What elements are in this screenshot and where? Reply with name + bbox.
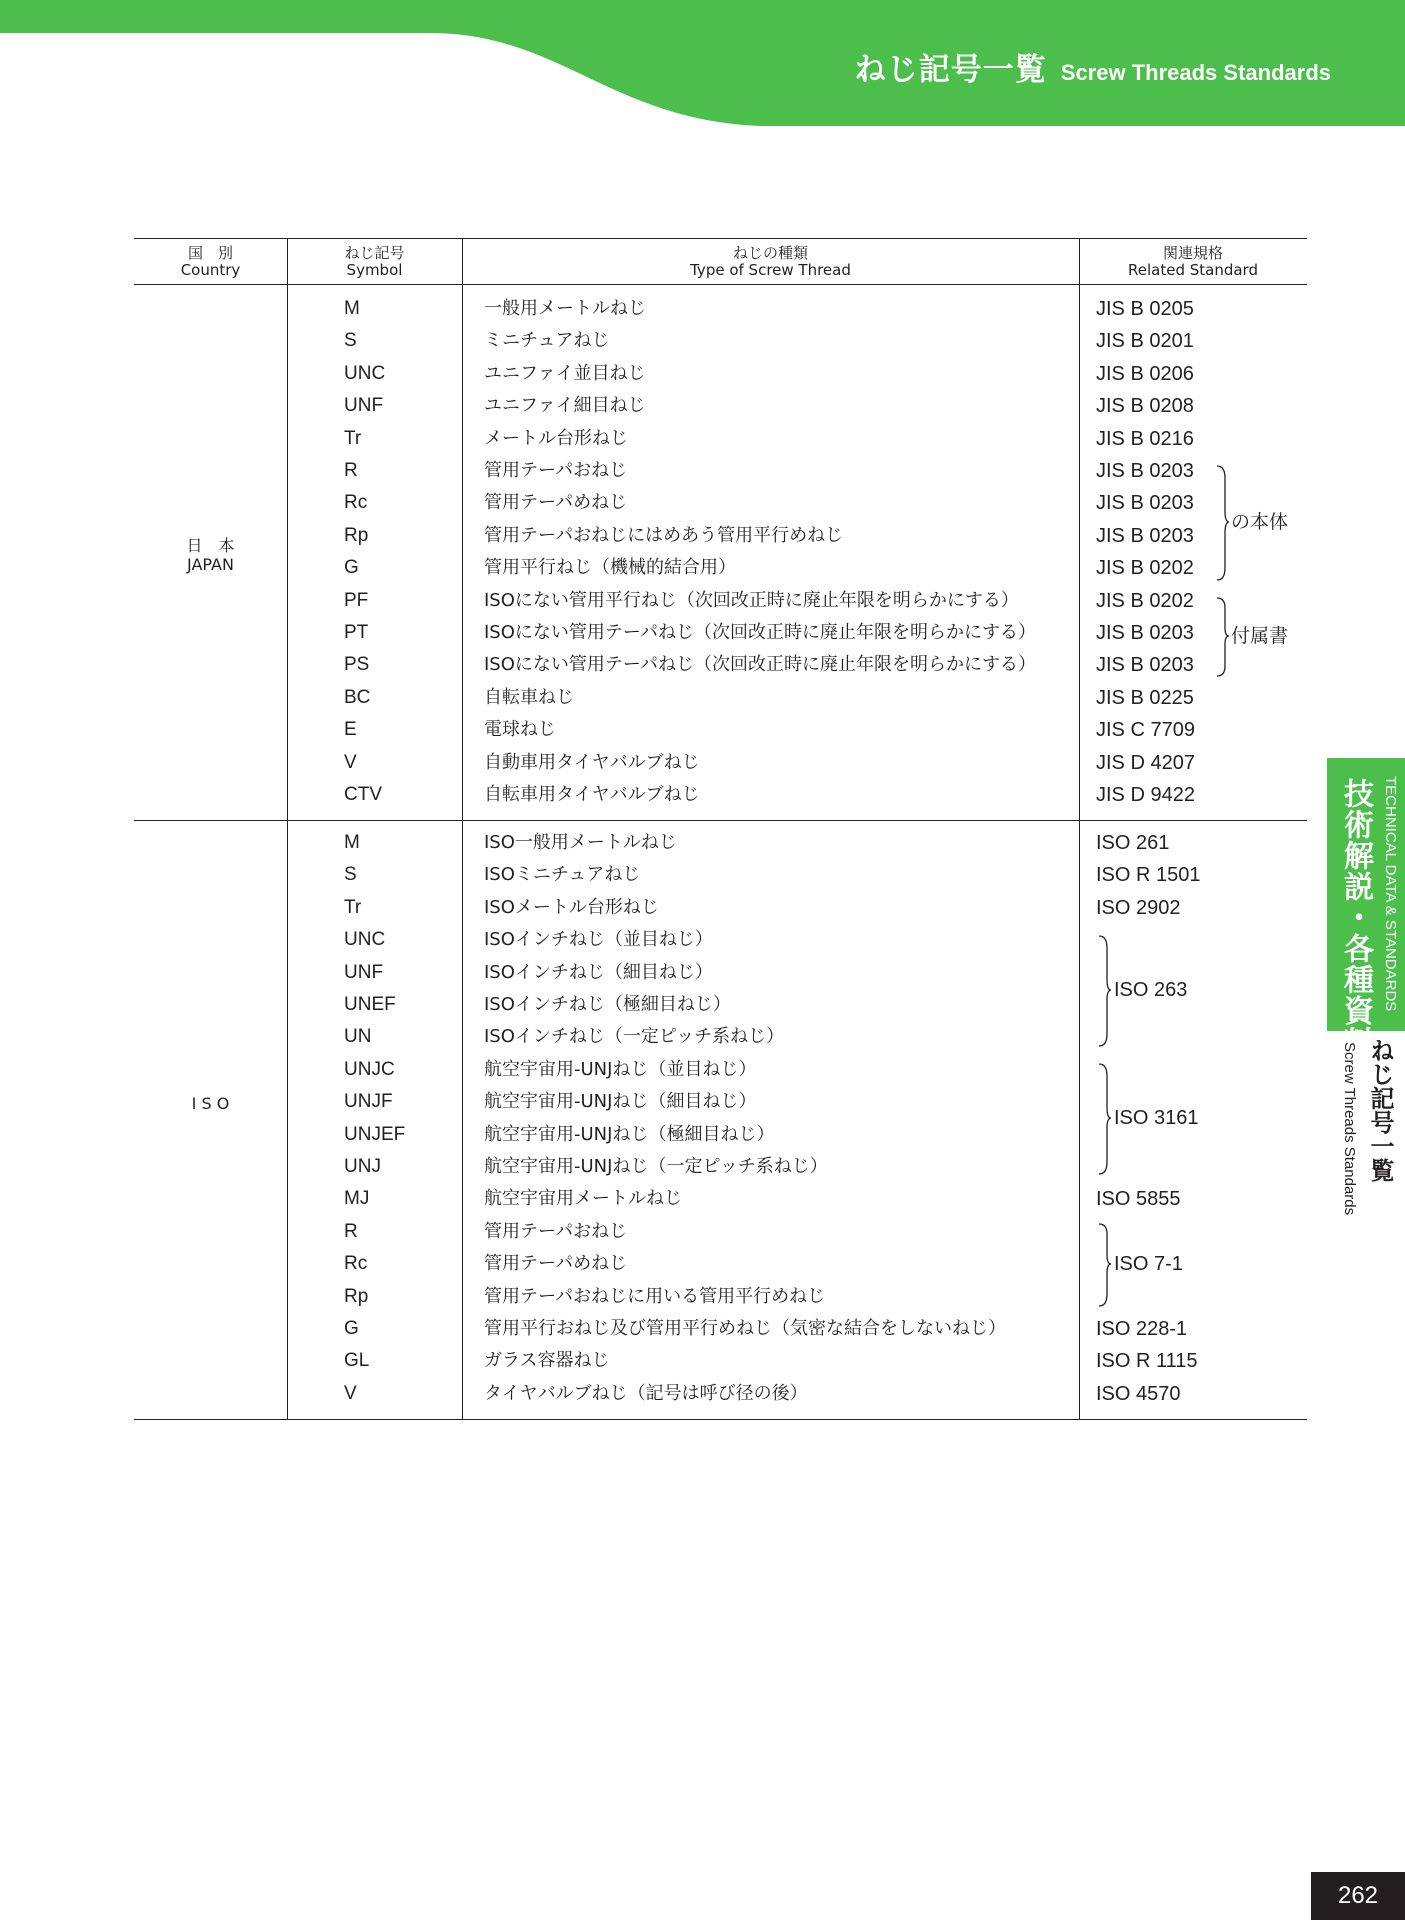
table-row — [134, 1216, 1307, 1248]
type-cell: ISO一般用メートルねじ — [484, 832, 677, 853]
standard-cell: JIS B 0202 — [1096, 589, 1194, 612]
symbol-cell: R — [344, 1220, 358, 1242]
standard-cell: JIS B 0205 — [1096, 298, 1194, 320]
note-iso-263: ISO 263 — [1114, 979, 1188, 1001]
type-cell: 航空宇宙用-UNJねじ（極細目ねじ） — [484, 1123, 775, 1145]
table-row — [134, 1021, 1307, 1053]
symbol-cell: UNC — [344, 362, 386, 384]
country-iso: I S O — [191, 1094, 230, 1113]
standard-cell: JIS B 0206 — [1096, 362, 1194, 385]
standard-cell: JIS B 0202 — [1096, 557, 1194, 580]
table-row — [134, 520, 1307, 552]
type-cell: 電球ねじ — [484, 719, 556, 741]
standard-cell: JIS B 0225 — [1096, 686, 1194, 709]
country-japan-jp: 日 本 — [186, 536, 235, 555]
type-cell: 管用テーパおねじ — [484, 460, 628, 481]
symbol-cell: UNJEF — [344, 1123, 406, 1145]
page-title-en: Screw Threads Standards — [1060, 60, 1331, 85]
table-row — [134, 747, 1307, 779]
symbol-cell: MJ — [344, 1188, 370, 1210]
table-row — [134, 293, 1307, 325]
symbol-cell: S — [344, 330, 357, 352]
standard-cell: JIS D 4207 — [1096, 751, 1195, 774]
standard-cell: JIS B 0208 — [1096, 395, 1194, 418]
table-row — [134, 585, 1307, 617]
type-cell: ISOにない管用テーパねじ（次回改正時に廃止年限を明らかにする） — [484, 654, 1036, 676]
standard-cell: JIS B 0203 — [1096, 524, 1194, 547]
type-cell: 管用テーパめねじ — [484, 1253, 628, 1275]
header-standard: 関連規格 Related Standard — [1128, 244, 1258, 279]
symbol-cell: M — [344, 832, 360, 853]
symbol-cell: GL — [344, 1350, 370, 1372]
country-japan-en: JAPAN — [187, 555, 234, 574]
header-country: 国 別 Country — [180, 244, 241, 279]
type-cell: 航空宇宙用メートルねじ — [484, 1188, 682, 1210]
brace-iso-7-1 — [1098, 1222, 1112, 1308]
side-tab-jp: 技術解説・各種資料 — [1338, 778, 1373, 1057]
type-cell: 航空宇宙用-UNJねじ（並目ねじ） — [484, 1058, 757, 1080]
type-cell: ユニファイ細目ねじ — [484, 395, 646, 417]
page-number: 262 — [1311, 1872, 1405, 1920]
symbol-cell: UNJF — [344, 1091, 393, 1113]
standard-cell: ISO R 1501 — [1096, 864, 1201, 887]
standard-cell: JIS B 0203 — [1096, 460, 1194, 482]
standard-cell: JIS D 9422 — [1096, 784, 1195, 806]
symbol-cell: S — [344, 864, 357, 886]
standard-cell: JIS B 0203 — [1096, 622, 1194, 644]
table-row — [134, 1313, 1307, 1345]
symbol-cell: UN — [344, 1026, 372, 1048]
symbol-cell: E — [344, 719, 357, 741]
type-cell: 自転車用タイヤバルブねじ — [484, 784, 700, 805]
symbol-cell: UNJ — [344, 1156, 381, 1177]
type-cell: 自動車用タイヤバルブねじ — [484, 751, 700, 773]
type-cell: 管用テーパおねじに用いる管用平行めねじ — [484, 1285, 826, 1307]
note-jp-main: の本体 — [1231, 511, 1289, 533]
symbol-cell: UNF — [344, 961, 384, 983]
symbol-cell: V — [344, 751, 357, 773]
symbol-cell: BC — [344, 686, 371, 708]
type-cell: 管用平行おねじ及び管用平行めねじ（気密な結合をしないねじ） — [484, 1318, 1006, 1339]
type-cell: ISOミニチュアねじ — [484, 864, 641, 886]
type-cell: 自転車ねじ — [484, 686, 574, 708]
standard-cell: JIS B 0203 — [1096, 654, 1194, 677]
table-row — [134, 827, 1307, 859]
type-cell: メートル台形ねじ — [484, 427, 628, 449]
symbol-cell: G — [344, 557, 359, 579]
side-tab-en: TECHNICAL DATA & STANDARDS — [1382, 776, 1399, 1012]
type-cell: 一般用メートルねじ — [484, 298, 646, 319]
table-row — [134, 714, 1307, 746]
symbol-cell: Tr — [344, 427, 362, 449]
standard-cell: JIS C 7709 — [1096, 719, 1195, 742]
table-row — [134, 358, 1307, 390]
header-type: ねじの種類 Type of Screw Thread — [690, 244, 851, 279]
type-cell: ISOにない管用テーパねじ（次回改正時に廃止年限を明らかにする） — [484, 622, 1036, 643]
note-jp-appendix: 付属書 — [1231, 625, 1289, 647]
table-row — [134, 617, 1307, 649]
symbol-cell: UNF — [344, 395, 384, 417]
symbol-cell: Rc — [344, 1253, 368, 1275]
type-cell: 管用テーパおねじ — [484, 1220, 628, 1242]
standard-cell: ISO 4570 — [1096, 1382, 1181, 1405]
standard-cell: ISO 2902 — [1096, 896, 1181, 919]
type-cell: ミニチュアねじ — [484, 330, 610, 352]
page-title-jp: ねじ記号一覧 — [854, 52, 1047, 88]
page-title — [854, 44, 1331, 88]
table-row — [134, 1281, 1307, 1313]
symbol-cell: V — [344, 1382, 357, 1404]
symbol-cell: UNEF — [344, 994, 396, 1015]
table-row — [134, 455, 1307, 487]
brace-iso-263 — [1098, 934, 1112, 1048]
side-tab-technical-data[interactable] — [1327, 758, 1405, 1057]
table-row — [134, 1054, 1307, 1086]
table-row — [134, 859, 1307, 891]
symbol-cell: Rp — [344, 524, 369, 546]
symbol-cell: CTV — [344, 784, 382, 805]
symbol-cell: PT — [344, 622, 369, 643]
table-row — [134, 1345, 1307, 1377]
standard-cell: JIS B 0201 — [1096, 330, 1194, 353]
table-row — [134, 325, 1307, 357]
type-cell: ISOインチねじ（一定ピッチ系ねじ） — [484, 1026, 785, 1048]
brace-jp-main — [1216, 464, 1230, 582]
side-subtitle-jp: ねじ記号一覧 — [1366, 1038, 1394, 1182]
table-row — [134, 390, 1307, 422]
type-cell: タイヤバルブねじ（記号は呼び径の後） — [484, 1382, 808, 1404]
symbol-cell: G — [344, 1318, 359, 1339]
side-subtitle-en: Screw Threads Standards — [1341, 1042, 1358, 1216]
symbol-cell: M — [344, 298, 360, 319]
brace-iso-3161 — [1098, 1062, 1112, 1176]
symbol-cell: PS — [344, 654, 370, 676]
note-iso-7-1: ISO 7-1 — [1114, 1253, 1183, 1275]
table-row — [134, 892, 1307, 924]
symbol-cell: Rc — [344, 492, 368, 514]
note-iso-3161: ISO 3161 — [1114, 1107, 1199, 1129]
standard-cell: ISO 261 — [1096, 832, 1170, 854]
table-row — [134, 649, 1307, 681]
type-cell: 管用テーパめねじ — [484, 492, 628, 514]
standard-cell: ISO 228-1 — [1096, 1318, 1188, 1340]
table-row — [134, 1378, 1307, 1410]
type-cell: 航空宇宙用-UNJねじ（一定ピッチ系ねじ） — [484, 1156, 828, 1177]
type-cell: 管用テーパおねじにはめあう管用平行めねじ — [484, 524, 844, 546]
type-cell: ISOインチねじ（細目ねじ） — [484, 961, 713, 983]
type-cell: ISOインチねじ（並目ねじ） — [484, 929, 713, 951]
table-row — [134, 682, 1307, 714]
table-row — [134, 552, 1307, 584]
type-cell: ISOインチねじ（極細目ねじ） — [484, 994, 731, 1015]
table-row — [134, 1151, 1307, 1183]
standard-cell: ISO R 1115 — [1096, 1350, 1198, 1373]
type-cell: ガラス容器ねじ — [484, 1350, 610, 1372]
header-symbol: ねじ記号 Symbol — [344, 244, 405, 279]
type-cell: ユニファイ並目ねじ — [484, 362, 646, 384]
symbol-cell: Tr — [344, 896, 362, 918]
standard-cell: JIS B 0216 — [1096, 427, 1194, 450]
symbol-cell: R — [344, 460, 358, 481]
standard-cell: JIS B 0203 — [1096, 492, 1194, 515]
symbol-cell: UNJC — [344, 1058, 395, 1080]
table-row — [134, 423, 1307, 455]
symbol-cell: UNC — [344, 929, 386, 951]
table-row — [134, 924, 1307, 956]
table-row — [134, 487, 1307, 519]
standard-cell: ISO 5855 — [1096, 1188, 1181, 1211]
type-cell: ISOにない管用平行ねじ（次回改正時に廃止年限を明らかにする） — [484, 589, 1019, 611]
table-row — [134, 1183, 1307, 1215]
type-cell: 管用平行ねじ（機械的結合用） — [484, 557, 736, 579]
type-cell: 航空宇宙用-UNJねじ（細目ねじ） — [484, 1091, 757, 1113]
table-row — [134, 779, 1307, 811]
symbol-cell: Rp — [344, 1285, 369, 1307]
brace-jp-appendix — [1216, 596, 1230, 678]
symbol-cell: PF — [344, 589, 369, 611]
type-cell: ISOメートル台形ねじ — [484, 896, 659, 918]
